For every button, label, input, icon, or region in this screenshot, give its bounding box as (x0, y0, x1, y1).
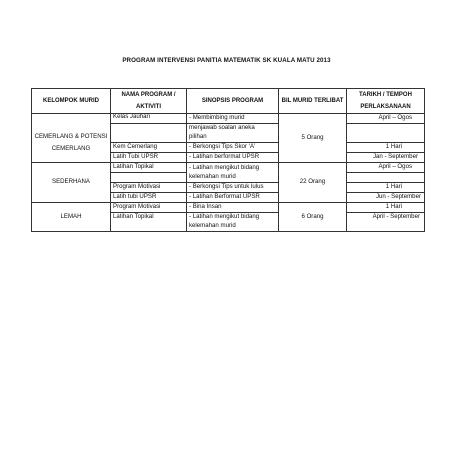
program-cell: Kem Cemerlang (111, 143, 187, 153)
tarikh-cell: 1 Hari (347, 143, 425, 153)
sinopsis-cell: - Bina Insan (187, 203, 279, 213)
document-title: PROGRAM INTERVENSI PANITIA MATEMATIK SK KUALA MATU 2013 (122, 57, 331, 64)
table-row (32, 203, 425, 213)
sinopsis-cell: - Berkongsi Tips untuk lulus (187, 183, 279, 193)
program-cell: Kelas Jauhari (111, 114, 187, 124)
program-cell-empty (111, 222, 187, 232)
sinopsis-cell: - Latihan Berformat UPSR (187, 193, 279, 203)
sinopsis-cell: kelemahan murid (187, 222, 279, 232)
bil-murid-cell: 6 Orang (279, 203, 347, 232)
sinopsis-cell: menjawab soalan aneka (187, 124, 279, 134)
tarikh-cell: 1 Hari (347, 183, 425, 193)
group-name-cell (32, 114, 111, 163)
tarikh-cell: Jun - September (347, 193, 425, 203)
sinopsis-cell: kelemahan murid (187, 173, 279, 183)
header-bil-murid: BIL MURID TERLIBAT (279, 89, 347, 114)
sinopsis-cell: pilihan (187, 133, 279, 143)
program-cell: Program Motivasi (111, 183, 187, 193)
table-row (32, 163, 425, 173)
tarikh-cell-empty (347, 124, 425, 134)
tarikh-cell: 1 Hari (347, 203, 425, 213)
group-name-cell: SEDERHANA (32, 163, 111, 203)
header-nama-program: NAMA PROGRAM / (111, 89, 187, 102)
header-row (32, 89, 425, 102)
program-cell: Latih tubi UPSR (111, 193, 187, 203)
header-sinopsis-program: SINOPSIS PROGRAM (187, 89, 279, 114)
program-cell: Latihan Topikal (111, 163, 187, 173)
sinopsis-cell: - Berkongsi Tips Skor ‘A’ (187, 143, 279, 153)
intervention-table (31, 88, 425, 232)
program-cell: Latihan Topikal (111, 213, 187, 223)
group-name-line-1: CEMERLANG & POTENSI (34, 132, 108, 140)
tarikh-cell: April - September (347, 213, 425, 223)
tarikh-cell-empty (347, 133, 425, 143)
program-cell-empty (111, 124, 187, 134)
header-kelompok-murid: KELOMPOK MURID (32, 89, 111, 114)
program-cell: Latih Tubi UPSR (111, 153, 187, 163)
sinopsis-cell: - Latihan berformat UPSR (187, 153, 279, 163)
sinopsis-cell: - Latihan mengikut bidang (187, 213, 279, 223)
tarikh-cell-empty (347, 173, 425, 183)
program-cell-empty (111, 133, 187, 143)
sinopsis-cell: - Latihan mengikut bidang (187, 163, 279, 173)
header-tarikh: TARIKH / TEMPOH (347, 89, 425, 102)
tarikh-cell: Jan - September (347, 153, 425, 163)
group-name-cell: LEMAH (32, 203, 111, 232)
tarikh-cell: April – Ogos (347, 114, 425, 124)
bil-murid-cell: 5 Orang (279, 114, 347, 163)
table-row (32, 114, 425, 124)
tarikh-cell-empty (347, 222, 425, 232)
bil-murid-cell: 22 Orang (279, 163, 347, 203)
header-perlaksanaan: PERLAKSANAAN (347, 101, 425, 114)
group-name-line-2: CEMERLANG (51, 145, 91, 152)
header-aktiviti: AKTIVITI (111, 101, 187, 114)
sinopsis-cell: - Membimbing murid (187, 114, 279, 124)
program-cell: Program Motivasi (111, 203, 187, 213)
program-cell-empty (111, 173, 187, 183)
tarikh-cell: April – Ogos (347, 163, 425, 173)
